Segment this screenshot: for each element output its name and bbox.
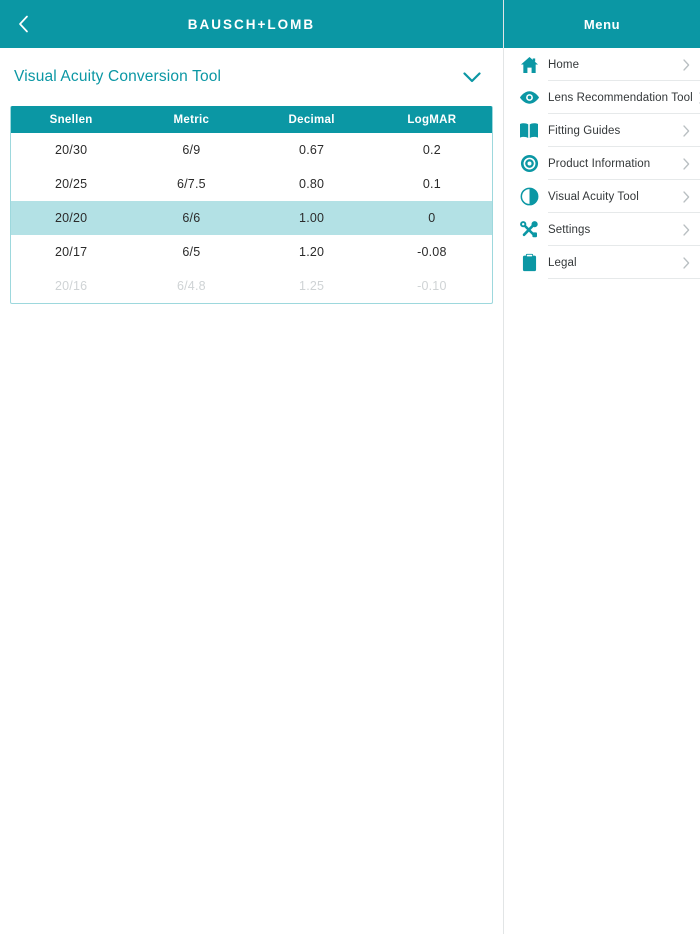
table-row[interactable] xyxy=(11,235,492,269)
menu-item-lens-recommendation-tool[interactable] xyxy=(504,81,700,114)
chevron-right-icon xyxy=(676,257,700,269)
cell-snellen: 20/17 xyxy=(54,245,88,259)
menu-item-visual-acuity-tool[interactable] xyxy=(504,180,700,213)
cell-decimal: 0.80 xyxy=(299,177,325,191)
menu-item-label: Visual Acuity Tool xyxy=(548,190,639,203)
brand-logo xyxy=(0,0,503,48)
cell-snellen: 20/25 xyxy=(54,177,88,191)
chevron-right-icon xyxy=(676,224,700,236)
column-header-metric: Metric xyxy=(173,113,210,126)
menu-item-label: Product Information xyxy=(548,157,651,170)
menu-header xyxy=(504,0,700,48)
eye-icon xyxy=(514,90,544,105)
menu-item-label: Fitting Guides xyxy=(548,124,621,137)
cell-logmar: 0 xyxy=(428,211,436,225)
cell-metric: 6/5 xyxy=(182,245,201,259)
menu-item-legal[interactable] xyxy=(504,246,700,279)
contrast-circle-icon xyxy=(514,187,544,206)
cell-logmar: -0.10 xyxy=(417,279,447,293)
cell-metric: 6/4.8 xyxy=(176,279,206,293)
table-row[interactable] xyxy=(11,167,492,201)
menu-item-fitting-guides[interactable] xyxy=(504,114,700,147)
chevron-right-icon xyxy=(693,92,700,104)
book-icon xyxy=(514,122,544,139)
menu-item-label: Legal xyxy=(548,256,577,269)
side-menu-panel xyxy=(504,0,700,934)
cell-logmar: 0.1 xyxy=(422,177,441,191)
brand-name: BAUSCH+LOMB xyxy=(187,16,316,32)
menu-item-settings[interactable] xyxy=(504,213,700,246)
clipboard-icon xyxy=(514,253,544,272)
menu-item-label: Home xyxy=(548,58,580,71)
column-header-decimal: Decimal xyxy=(288,113,335,126)
cell-metric: 6/6 xyxy=(182,211,201,225)
chevron-right-icon xyxy=(676,191,700,203)
page-title: Visual Acuity Conversion Tool xyxy=(14,68,222,85)
top-app-bar xyxy=(0,0,503,48)
tools-icon xyxy=(514,220,544,239)
acuity-conversion-table[interactable] xyxy=(10,106,493,304)
column-header-snellen: Snellen xyxy=(49,113,93,126)
column-header-logmar: LogMAR xyxy=(407,113,457,126)
cell-snellen: 20/30 xyxy=(54,143,88,157)
cell-snellen: 20/20 xyxy=(54,211,88,225)
cell-logmar: -0.08 xyxy=(417,245,447,259)
cell-logmar: 0.2 xyxy=(422,143,441,157)
table-header-row xyxy=(11,106,492,133)
chevron-right-icon xyxy=(676,125,700,137)
menu-item-home[interactable] xyxy=(504,48,700,81)
cell-decimal: 1.00 xyxy=(299,211,325,225)
menu-list xyxy=(504,48,700,279)
menu-item-label: Lens Recommendation Tool xyxy=(548,91,693,104)
menu-header-label: Menu xyxy=(583,16,621,32)
cell-snellen: 20/16 xyxy=(54,279,88,293)
menu-item-label: Settings xyxy=(548,223,591,236)
cell-decimal: 1.20 xyxy=(299,245,325,259)
cell-metric: 6/7.5 xyxy=(176,177,206,191)
chevron-left-icon xyxy=(18,15,29,33)
contact-lens-icon xyxy=(514,154,544,173)
table-row[interactable] xyxy=(11,133,492,167)
section-header[interactable] xyxy=(0,48,503,106)
cell-metric: 6/9 xyxy=(182,143,201,157)
table-row-selected[interactable] xyxy=(11,201,492,235)
back-button[interactable] xyxy=(0,0,46,48)
cell-decimal: 0.67 xyxy=(299,143,325,157)
table-row[interactable] xyxy=(11,269,492,303)
chevron-right-icon xyxy=(676,158,700,170)
chevron-down-icon[interactable] xyxy=(463,72,481,83)
cell-decimal: 1.25 xyxy=(299,279,325,293)
menu-item-product-information[interactable] xyxy=(504,147,700,180)
chevron-right-icon xyxy=(676,59,700,71)
home-icon xyxy=(514,56,544,74)
